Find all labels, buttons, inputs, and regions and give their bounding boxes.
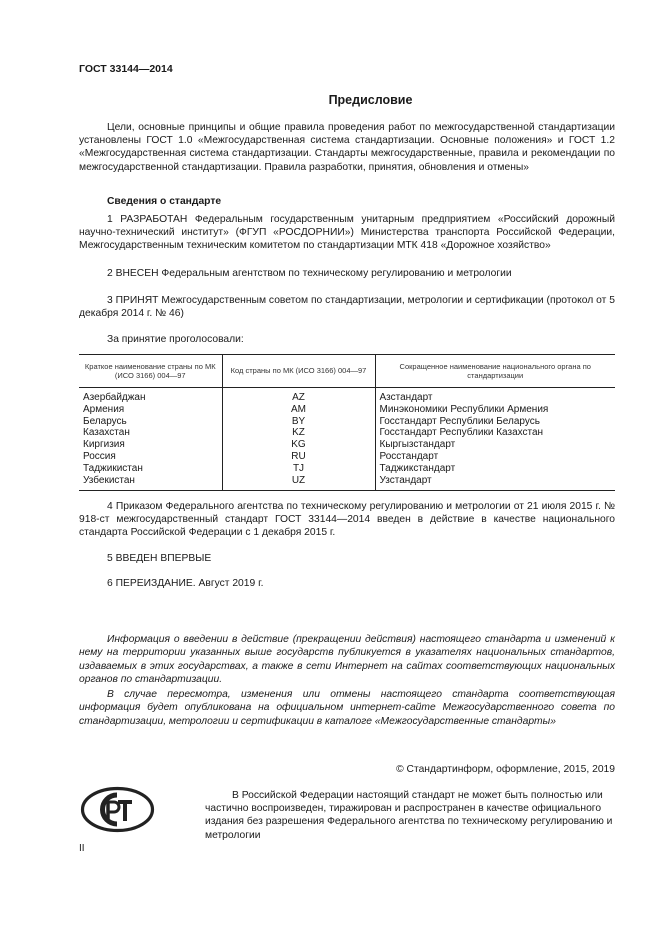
- country-cell: Таджикистан: [83, 462, 143, 474]
- page-number: II: [79, 843, 85, 854]
- table-row: [79, 416, 615, 428]
- info-text-1: Информация о введении в действие (прекращении действия) настоящего стандарта и изменений к нему на территории указанных выше государств публикуется в указателях национальных стандартов, издаваемых в этих государствах, а также в сети Интернет на сайтах соответствующих национальных органов по стандартизации.: [79, 634, 615, 686]
- item-reissue-text: 6 ПЕРЕИЗДАНИЕ. Август 2019 г.: [107, 578, 264, 589]
- table-row: [79, 404, 615, 416]
- code-cell: RU: [222, 451, 375, 463]
- body-cell: Кыргызстандарт: [375, 439, 615, 451]
- code-cell: BY: [222, 416, 375, 428]
- code-cell: AM: [222, 404, 375, 416]
- document-code: ГОСТ 33144—2014: [79, 63, 173, 75]
- item-adopted: [79, 294, 615, 320]
- intro-text: Цели, основные принципы и общие правила проведения работ по межгосударственной стандартизации установлены ГОСТ 1.0 «Межгосударственная система стандартизации. Основные положения» и ГОСТ 1.2 «Межгосударственная система стандартизации. Стандарты межгосударственные, правила и рекомендации по межгосударственной стандартизации. Правила разработки, принятия, обновления и отмены»: [79, 122, 615, 173]
- body-cell: Узстандарт: [375, 475, 615, 491]
- item-adopted-text: 3 ПРИНЯТ Межгосударственным советом по стандартизации, метрологии и сертификации (протокол от 5 декабря 2014 г. № 46): [79, 295, 615, 320]
- table-row: [79, 388, 615, 404]
- table-row: [79, 451, 615, 463]
- country-cell: Россия: [83, 450, 116, 462]
- header-country: Краткое наименование страны по МК (ИСО 3166) 004—97: [79, 355, 222, 388]
- body-cell: Минэкономики Республики Армения: [375, 404, 615, 416]
- country-cell: Беларусь: [83, 415, 127, 427]
- code-cell: KZ: [222, 427, 375, 439]
- header-body: Сокращенное наименование национального органа по стандартизации: [375, 355, 615, 388]
- code-cell: AZ: [222, 388, 375, 404]
- page-title: Предисловие: [328, 93, 413, 107]
- header-code: Код страны по МК (ИСО 3166) 004—97: [222, 355, 375, 388]
- copyright: © Стандартинформ, оформление, 2015, 2019: [396, 764, 615, 775]
- body-cell: Госстандарт Республики Беларусь: [375, 416, 615, 428]
- item-introduced: [79, 267, 615, 280]
- body-cell: Госстандарт Республики Казахстан: [375, 427, 615, 439]
- table-row: [79, 475, 615, 491]
- info-paragraph-2: [79, 688, 615, 728]
- table-row: [79, 463, 615, 475]
- table-header-row: [79, 355, 615, 388]
- section-title: Сведения о стандарте: [107, 196, 222, 207]
- item-developed: [79, 213, 615, 253]
- table-row: [79, 439, 615, 451]
- item-reissue: [79, 577, 615, 590]
- code-cell: KG: [222, 439, 375, 451]
- item-first-text: 5 ВВЕДЕН ВПЕРВЫЕ: [107, 553, 212, 564]
- table-row: [79, 427, 615, 439]
- intro-paragraph: [79, 121, 615, 174]
- votes-table: [79, 354, 615, 491]
- item-first: [79, 552, 615, 565]
- body-cell: Таджикстандарт: [375, 463, 615, 475]
- item-order-text: 4 Приказом Федерального агентства по техническому регулированию и метрологии от 21 июля 2015 г. № 918-ст межгосударственный стандарт ГОСТ 33144—2014 введен в действие в качестве национального стандарта Российской Федерации с 1 декабря 2015 г.: [79, 501, 615, 539]
- item-order: [79, 500, 615, 540]
- country-cell: Казахстан: [83, 427, 130, 439]
- notice-text: В Российской Федерации настоящий стандарт не может быть полностью или частично воспроизведен, тиражирован и распространен в качестве официального издания без разрешения Федерального агентства по техническому регулированию и метрологии: [205, 790, 613, 841]
- country-cell: Армения: [83, 403, 125, 415]
- info-paragraph-1: [79, 633, 615, 687]
- info-text-2: В случае пересмотра, изменения или отмены настоящего стандарта соответствующая информация будет опубликована на официальном интернет-сайте Межгосударственного совета по стандартизации, метрологии и сертификации в каталоге «Межгосударственные стандарты»: [79, 689, 615, 727]
- country-cell: Узбекистан: [79, 475, 222, 491]
- body-cell: Азстандарт: [375, 388, 615, 404]
- body-cell: Росстандарт: [375, 451, 615, 463]
- code-cell: TJ: [222, 463, 375, 475]
- rst-logo-icon: [80, 786, 155, 833]
- copyright-notice: [205, 789, 615, 842]
- votes-label: За принятие проголосовали:: [107, 334, 244, 345]
- code-cell: UZ: [222, 475, 375, 491]
- country-cell: Азербайджан: [83, 392, 146, 403]
- item-developed-text: 1 РАЗРАБОТАН Федеральным государственным унитарным предприятием «Российский дорожный научно-технический институт» (ФГУП «РОСДОРНИИ») Министерства транспорта Российской Федерации, Межгосударственным техническим комитетом по стандартизации МТК 418 «Дорожное хозяйство»: [79, 214, 615, 252]
- item-introduced-text: 2 ВНЕСЕН Федеральным агентством по техническому регулированию и метрологии: [107, 268, 512, 279]
- country-cell: Киргизия: [83, 439, 125, 451]
